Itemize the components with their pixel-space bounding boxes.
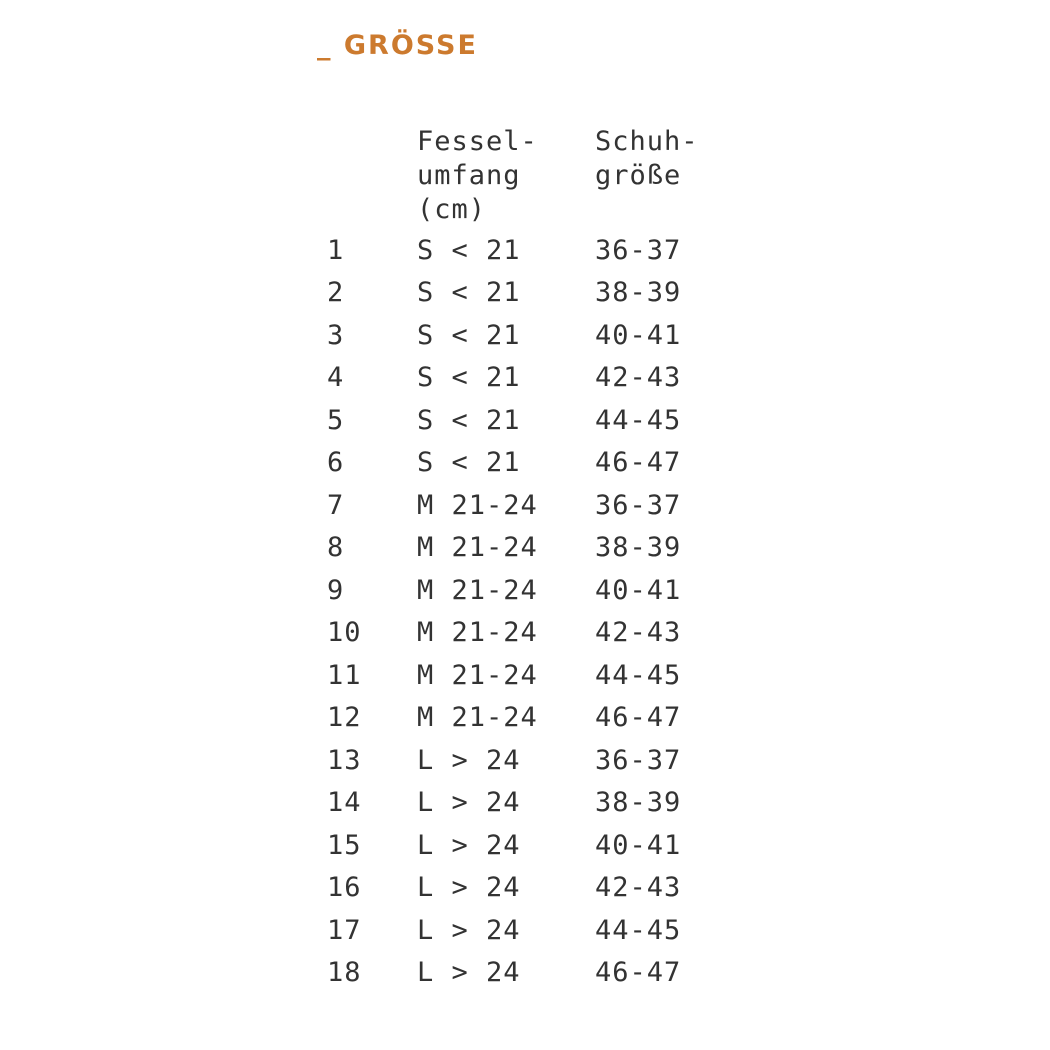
cell-nr: 8 [327, 532, 345, 564]
section-title: _ GRÖSSE [317, 30, 478, 61]
size-table [327, 125, 725, 994]
cell-fesselumfang: M 21-24 [417, 702, 538, 734]
cell-fesselumfang: M 21-24 [417, 617, 538, 649]
table-row [327, 739, 725, 782]
table-row [327, 314, 725, 357]
table-row [327, 357, 725, 400]
cell-nr: 18 [327, 957, 362, 989]
cell-fesselumfang: L > 24 [417, 872, 521, 904]
cell-fesselumfang: L > 24 [417, 914, 521, 946]
table-row [327, 782, 725, 825]
header-schuh-line: größe [595, 160, 682, 191]
cell-nr: 16 [327, 872, 362, 904]
cell-schuhgroesse: 36-37 [595, 234, 682, 266]
cell-schuhgroesse: 46-47 [595, 447, 682, 479]
cell-fesselumfang: S < 21 [417, 362, 521, 394]
cell-nr: 5 [327, 404, 345, 436]
cell-schuhgroesse: 38-39 [595, 277, 682, 309]
cell-nr: 10 [327, 617, 362, 649]
header-fesselumfang [417, 125, 595, 229]
cell-schuhgroesse: 46-47 [595, 702, 682, 734]
cell-nr: 7 [327, 489, 345, 521]
cell-fesselumfang: L > 24 [417, 744, 521, 776]
table-row [327, 952, 725, 995]
cell-nr: 4 [327, 362, 345, 394]
header-schuhgroesse [595, 125, 725, 229]
cell-fesselumfang: S < 21 [417, 447, 521, 479]
cell-nr: 14 [327, 787, 362, 819]
table-row [327, 569, 725, 612]
cell-nr: 3 [327, 319, 345, 351]
cell-nr: 6 [327, 447, 345, 479]
header-fessel-line: Fessel- [417, 126, 538, 157]
table-row [327, 399, 725, 442]
header-schuh-line: Schuh- [595, 126, 699, 157]
cell-schuhgroesse: 36-37 [595, 489, 682, 521]
table-row [327, 909, 725, 952]
cell-fesselumfang: S < 21 [417, 404, 521, 436]
table-row [327, 612, 725, 655]
cell-schuhgroesse: 44-45 [595, 404, 682, 436]
cell-schuhgroesse: 40-41 [595, 574, 682, 606]
table-row [327, 824, 725, 867]
cell-schuhgroesse: 36-37 [595, 744, 682, 776]
cell-schuhgroesse: 38-39 [595, 787, 682, 819]
cell-nr: 13 [327, 744, 362, 776]
cell-nr: 2 [327, 277, 345, 309]
cell-fesselumfang: M 21-24 [417, 574, 538, 606]
cell-schuhgroesse: 42-43 [595, 362, 682, 394]
cell-fesselumfang: S < 21 [417, 234, 521, 266]
header-fessel-line: (cm) [417, 194, 487, 225]
table-body [327, 229, 725, 994]
cell-schuhgroesse: 42-43 [595, 617, 682, 649]
cell-schuhgroesse: 44-45 [595, 914, 682, 946]
table-row [327, 867, 725, 910]
cell-schuhgroesse: 40-41 [595, 319, 682, 351]
cell-nr: 11 [327, 659, 362, 691]
cell-schuhgroesse: 44-45 [595, 659, 682, 691]
cell-fesselumfang: L > 24 [417, 829, 521, 861]
cell-fesselumfang: M 21-24 [417, 489, 538, 521]
table-row [327, 654, 725, 697]
header-fessel-line: umfang [417, 160, 521, 191]
table-row [327, 272, 725, 315]
cell-nr: 9 [327, 574, 345, 606]
table-row [327, 484, 725, 527]
cell-fesselumfang: S < 21 [417, 277, 521, 309]
cell-nr: 17 [327, 914, 362, 946]
cell-nr: 15 [327, 829, 362, 861]
table-row [327, 442, 725, 485]
header-nr [327, 125, 417, 229]
cell-fesselumfang: M 21-24 [417, 659, 538, 691]
cell-nr: 12 [327, 702, 362, 734]
cell-schuhgroesse: 42-43 [595, 872, 682, 904]
table-header-row [327, 125, 725, 229]
cell-schuhgroesse: 40-41 [595, 829, 682, 861]
table-row [327, 697, 725, 740]
table-row [327, 229, 725, 272]
table-row [327, 527, 725, 570]
cell-fesselumfang: M 21-24 [417, 532, 538, 564]
cell-schuhgroesse: 46-47 [595, 957, 682, 989]
cell-fesselumfang: L > 24 [417, 787, 521, 819]
cell-nr: 1 [327, 234, 345, 266]
cell-schuhgroesse: 38-39 [595, 532, 682, 564]
cell-fesselumfang: L > 24 [417, 957, 521, 989]
cell-fesselumfang: S < 21 [417, 319, 521, 351]
